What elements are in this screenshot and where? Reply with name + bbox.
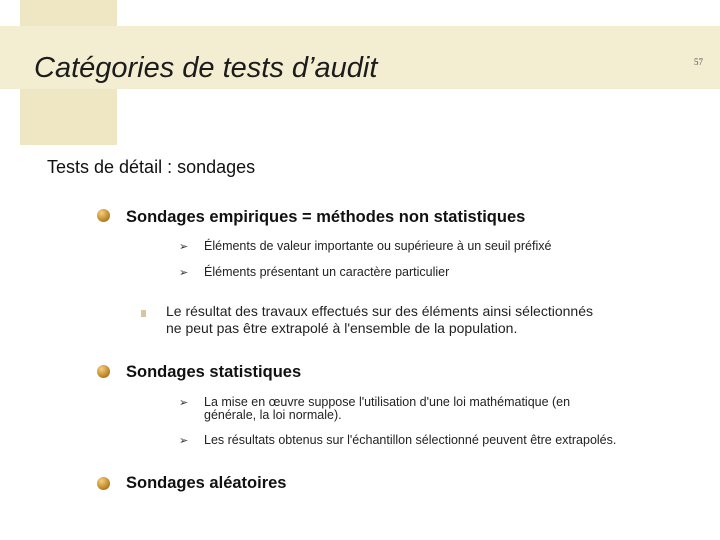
slide-number: 57 [694,57,703,67]
section-heading-statistiques: Sondages statistiques [126,363,302,381]
bullet-line: générale, la loi normale). [204,408,342,422]
bullet-mise-en-oeuvre [204,396,570,422]
bullet-resultats-extrapoles: Les résultats obtenus sur l'échantillon sélectionné peuvent être extrapolés. [204,433,617,447]
sphere-bullet-icon [97,209,110,222]
arrow-bullet-icon: ➢ [179,397,189,409]
bullet-elements-valeur: Éléments de valeur importante ou supérieure à un seuil préfixé [204,239,552,253]
arrow-bullet-icon: ➢ [179,267,189,279]
slide-subtitle: Tests de détail : sondages [47,157,256,177]
bullet-line: La mise en œuvre suppose l'utilisation d'une loi mathématique (en [204,395,571,409]
sphere-bullet-icon [97,365,110,378]
arrow-bullet-icon: ➢ [179,241,189,253]
section-heading-empiriques: Sondages empiriques = méthodes non statistiques [126,208,526,226]
note-text [166,303,593,337]
note-line: ne peut pas être extrapolé à l'ensemble de la population. [166,320,518,336]
note-line: Le résultat des travaux effectués sur des éléments ainsi sélectionnés [166,303,593,319]
bullet-elements-particulier: Éléments présentant un caractère particulier [204,265,450,279]
arrow-bullet-icon: ➢ [179,435,189,447]
sphere-bullet-icon [97,477,110,490]
section-heading-aleatoires: Sondages aléatoires [126,474,287,492]
slide-title: Catégories de tests d’audit [34,52,378,84]
square-bullet-icon [141,310,146,317]
